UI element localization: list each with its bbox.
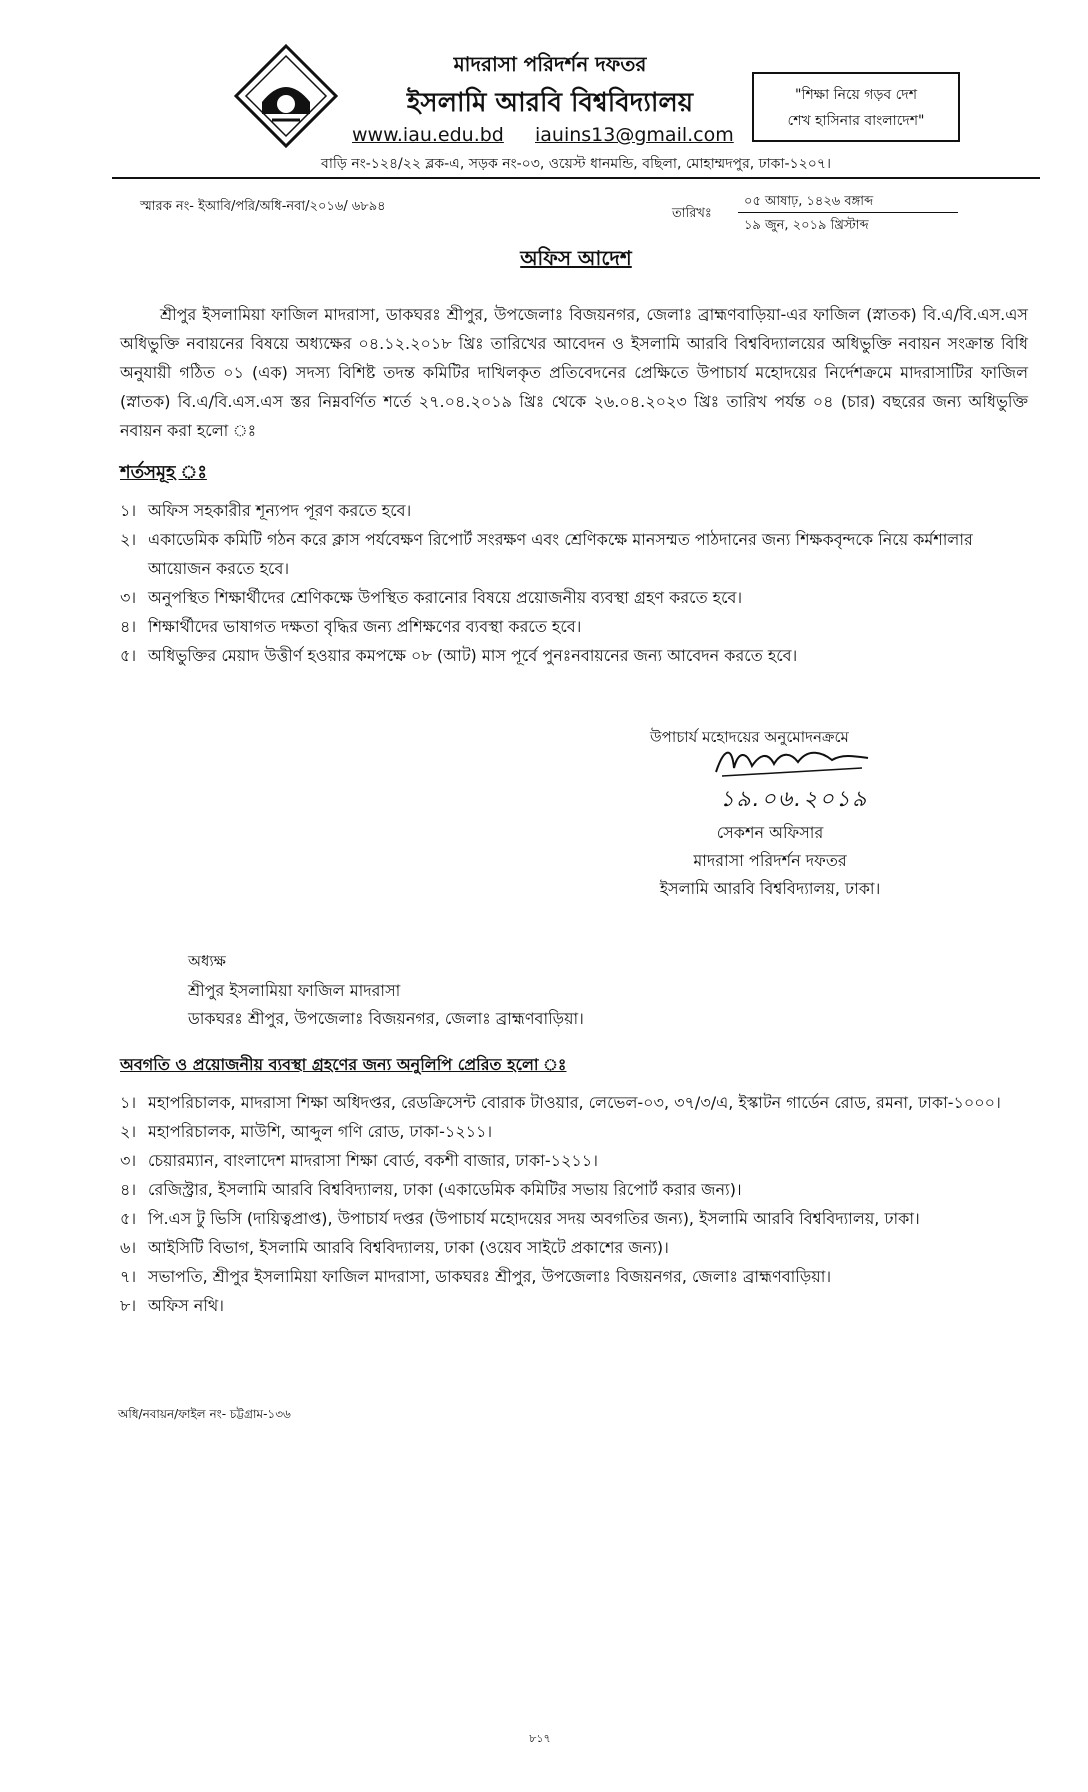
date-label: তারিখঃ (672, 206, 712, 221)
signatory-dept: মাদরাসা পরিদর্শন দফতর (693, 851, 847, 870)
date-divider (738, 212, 958, 213)
recipient-address: ডাকঘরঃ শ্রীপুর, উপজেলাঃ বিজয়নগর, জেলাঃ ব্রাহ্মণবাড়িয়া। (188, 1009, 584, 1028)
copy-item: ৫। পি.এস টু ভিসি (দায়িত্বপ্রাপ্ত), উপাচার্য দপ্তর (উপাচার্য মহোদয়ের সদয় অবগতির জন্য), ইসলামি আরবি বিশ্ববিদ্যালয়, ঢাকা। (120, 1209, 920, 1228)
page-title: অফিস আদেশ (520, 246, 632, 270)
university-logo (232, 42, 340, 150)
copy-item: ৭। সভাপতি, শ্রীপুর ইসলামিয়া ফাজিল মাদরাসা, ডাকঘরঃ শ্রীপুর, উপজেলাঃ বিজয়নগর, জেলাঃ ব্রাহ্মণবাড়িয়া। (120, 1267, 832, 1286)
page-number: ৮১৭ (529, 1732, 551, 1745)
copy-item: ৩। চেয়ারম্যান, বাংলাদেশ মাদরাসা শিক্ষা বোর্ড, বকশী বাজার, ঢাকা-১২১১। (120, 1151, 598, 1170)
conditions-heading: শর্তসমূহ ঃ (120, 462, 207, 483)
copy-item: ৮। অফিস নথি। (120, 1296, 224, 1315)
conditions-list (120, 496, 1028, 670)
signature-scribble-icon (712, 742, 872, 782)
copies-heading: অবগতি ও প্রয়োজনীয় ব্যবস্থা গ্রহণের জন্য অনুলিপি প্রেরিত হলো ঃ (120, 1055, 567, 1074)
approval-note: উপাচার্য মহোদয়ের অনুমোদনক্রমে (650, 728, 849, 746)
copy-item: ৪। রেজিস্ট্রার, ইসলামি আরবি বিশ্ববিদ্যালয়, ঢাকা (একাডেমিক কমিটির সভায় রিপোর্ট করার জন্য)। (120, 1180, 742, 1199)
file-number: অধি/নবায়ন/ফাইল নং- চট্টগ্রাম-১৩৬ (118, 1407, 291, 1421)
order-body: শ্রীপুর ইসলামিয়া ফাজিল মাদরাসা, ডাকঘরঃ শ্রীপুর, উপজেলাঃ বিজয়নগর, জেলাঃ ব্রাহ্মণবাড়িয়া-এর ফাজিল (স্নাতক) বি.এ/বি.এস.এস অধিভুক্তি নবায়নের বিষয়ে অধ্যক্ষের ০৪.১২.২০১৮ খ্রিঃ তারিখের আবেদন ও ইসলামি আরবি বিশ্ববিদ্যালয়ের অধিভুক্তি নবায়ন সংক্রান্ত বিধি অনুযায়ী গঠিত ০১ (এক) সদস্য বিশিষ্ট তদন্ত কমিটির দাখিলকৃত প্রতিবেদনের প্রেক্ষিতে উপাচার্য মহোদয়ের নির্দেশক্রমে মাদরাসাটির ফাজিল (স্নাতক) বি.এ/বি.এস.এস স্তর নিম্নবর্ণিত শর্তে ২৭.০৪.২০১৯ খ্রিঃ থেকে ২৬.০৪.২০২৩ খ্রিঃ তারিখ পর্যন্ত ০৪ (চার) বছরের জন্য অধিভুক্তি নবায়ন করা হলো ঃ (120, 305, 1028, 440)
header-divider (112, 177, 1040, 179)
condition-item: ৫। অধিভুক্তির মেয়াদ উত্তীর্ণ হওয়ার কমপক্ষে ০৮ (আট) মাস পূর্বে পুনঃনবায়নের জন্য আবেদন করতে হবে। (120, 646, 798, 665)
condition-item: ৪। শিক্ষার্থীদের ভাষাগত দক্ষতা বৃদ্ধির জন্য প্রশিক্ষণের ব্যবস্থা করতে হবে। (120, 617, 582, 636)
recipient-title: অধ্যক্ষ (188, 952, 226, 970)
university-name: ইসলামি আরবি বিশ্ববিদ্যালয় (406, 88, 694, 118)
recipient-institution: শ্রীপুর ইসলামিয়া ফাজিল মাদরাসা (188, 981, 401, 1000)
copy-item: ৬। আইসিটি বিভাগ, ইসলামি আরবি বিশ্ববিদ্যালয়, ঢাকা (ওয়েব সাইটে প্রকাশের জন্য)। (120, 1238, 669, 1257)
date-bangla: ০৫ আষাঢ়, ১৪২৬ বঙ্গাব্দ (744, 194, 874, 209)
condition-item: ১। অফিস সহকারীর শূন্যপদ পূরণ করতে হবে। (120, 501, 412, 520)
date-english: ১৯ জুন, ২০১৯ খ্রিস্টাব্দ (744, 218, 869, 233)
condition-item: ৩। অনুপস্থিত শিক্ষার্থীদের শ্রেণিকক্ষে উপস্থিত করানোর বিষয়ে প্রয়োজনীয় ব্যবস্থা গ্রহণ করতে হবে। (120, 588, 743, 607)
signatory-designation: সেকশন অফিসার (716, 823, 824, 842)
website-link[interactable]: www.iau.edu.bd (352, 124, 504, 146)
condition-item: ২। একাডেমিক কমিটি গঠন করে ক্লাস পর্যবেক্ষণ রিপোর্ট সংরক্ষণ এবং শ্রেণিকক্ষে মানসম্মত পাঠদানের জন্য শিক্ষকবৃন্দকে নিয়ে কর্মশালার আয়োজন করতে হবে। (120, 530, 973, 578)
logo-emblem-icon (232, 42, 340, 150)
header-address: বাড়ি নং-১২৪/২২ ব্লক-এ, সড়ক নং-০৩, ওয়েস্ট ধানমন্ডি, বছিলা, মোহাম্মদপুর, ঢাকা-১২০৭। (321, 156, 831, 172)
handwritten-signature (712, 742, 872, 782)
memo-reference: স্মারক নং- ইআবি/পরি/অধি-নবা/২০১৬/ ৬৮৯৪ (140, 199, 386, 214)
copy-item: ২। মহাপরিচালক, মাউশি, আব্দুল গণি রোড, ঢাকা-১২১১। (120, 1122, 493, 1141)
slogan-line-1: "শিক্ষা নিয়ে গড়ব দেশ (795, 87, 917, 103)
slogan-line-2: শেখ হাসিনার বাংলাদেশ" (787, 113, 925, 129)
signatory-org: ইসলামি আরবি বিশ্ববিদ্যালয়, ঢাকা। (659, 879, 881, 898)
signature-date: ১৯.০৬.২০১৯ (720, 787, 869, 812)
dept-name: মাদরাসা পরিদর্শন দফতর (453, 52, 647, 76)
slogan-box (752, 72, 960, 142)
email-link[interactable]: iauins13@gmail.com (535, 124, 734, 146)
copy-item: ১। মহাপরিচালক, মাদরাসা শিক্ষা অধিদপ্তর, রেডক্রিসেন্ট বোরাক টাওয়ার, লেভেল-০৩, ৩৭/৩/এ, ইস্কাটন গার্ডেন রোড, রমনা, ঢাকা-১০০০। (120, 1093, 1001, 1112)
copies-list (120, 1088, 1028, 1320)
